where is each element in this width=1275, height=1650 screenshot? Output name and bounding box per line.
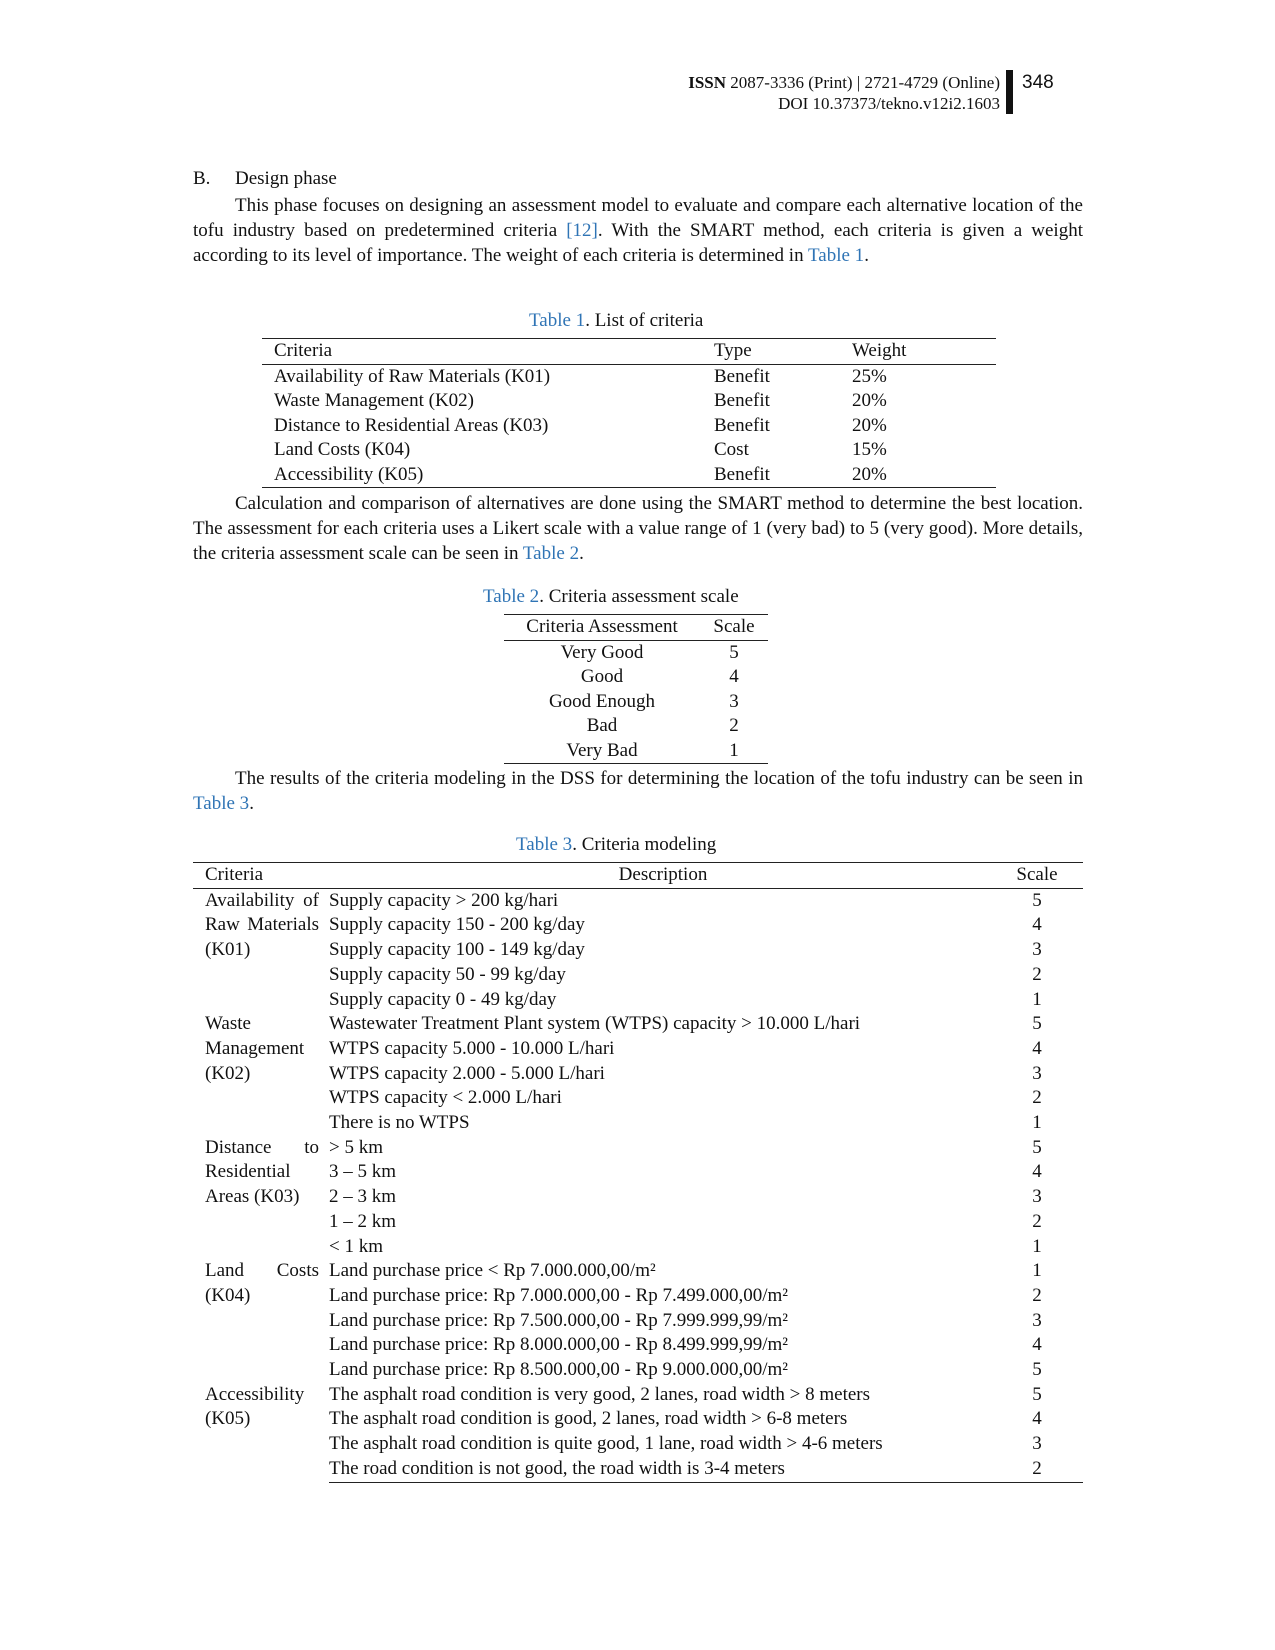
issn-text: 2087-3336 (Print) | 2721-4729 (Online): [726, 73, 1000, 92]
description-cell: 2 – 3 km: [329, 1186, 397, 1208]
assessment-cell: Very Good: [560, 641, 644, 663]
table-header-row: [262, 339, 996, 365]
criteria-cell: Waste Management (K02): [274, 390, 475, 411]
table-3-caption-label: Table 3: [516, 834, 573, 855]
scale-cell: 4: [729, 666, 739, 687]
scale-cell: 4: [1032, 914, 1042, 936]
table-2-caption-text: . Criteria assessment scale: [539, 586, 739, 607]
table-row: [262, 438, 996, 463]
paragraph-1: [193, 193, 1083, 268]
table-1-caption-label: Table 1: [529, 310, 586, 331]
paragraph-text: .: [864, 245, 869, 266]
table-3-link[interactable]: Table 3: [193, 793, 250, 814]
scale-cell: 2: [1032, 963, 1042, 985]
description-cell: Supply capacity > 200 kg/hari: [329, 889, 559, 911]
scale-cell: 1: [1032, 988, 1042, 1010]
paragraph-2: [193, 491, 1083, 566]
type-cell: Benefit: [714, 414, 770, 436]
table-row: [504, 690, 768, 715]
description-cell: < 1 km: [329, 1235, 383, 1257]
paragraph-text: This phase focuses on designing an assessment model to evaluate and compare each alternative location of the tofu industry based on predetermined criteria: [193, 195, 1083, 241]
table-2-caption-label: Table 2: [483, 586, 540, 607]
description-cell: WTPS capacity < 2.000 L/hari: [329, 1087, 562, 1109]
description-cell: The asphalt road condition is very good, 2 lanes, road width > 8 meters: [329, 1383, 871, 1405]
description-cell: WTPS capacity 5.000 - 10.000 L/hari: [329, 1037, 615, 1059]
scale-cell: 5: [1032, 1136, 1042, 1158]
criteria-cell: Distance to Residential Areas (K03): [205, 1136, 319, 1208]
criteria-cell: Accessibility (K05): [262, 463, 714, 488]
table-row: [193, 888, 1083, 913]
assessment-cell: Very Bad: [504, 739, 700, 764]
table-1-criteria-list: [262, 338, 996, 488]
section-title: Design phase: [235, 168, 337, 189]
weight-cell: 20%: [852, 463, 996, 488]
scale-cell: 1: [700, 739, 768, 764]
description-cell: > 5 km: [329, 1136, 383, 1158]
page-number: 348: [1022, 72, 1054, 93]
description-cell: Land purchase price: Rp 8.000.000,00 - Rp 8.499.999,99/m²: [329, 1334, 788, 1356]
description-cell: The road condition is not good, the road width is 3-4 meters: [329, 1457, 997, 1482]
table-row: [262, 389, 996, 414]
criteria-cell: Availability of Raw Materials (K01): [205, 889, 319, 961]
scale-cell: 3: [1032, 1433, 1042, 1455]
scale-cell: 3: [1032, 1186, 1042, 1208]
table-2-link[interactable]: Table 2: [522, 543, 580, 564]
scale-cell: 3: [1032, 1309, 1042, 1331]
scale-cell: 5: [729, 641, 739, 663]
scale-cell: 2: [1032, 1284, 1042, 1306]
description-cell: 1 – 2 km: [329, 1210, 397, 1232]
table-2-caption: [483, 586, 739, 608]
scale-cell: 2: [997, 1457, 1083, 1482]
table-1-link[interactable]: Table 1: [808, 245, 865, 266]
description-cell: Land purchase price: Rp 7.000.000,00 - Rp 7.499.000,00/m²: [329, 1284, 788, 1306]
scale-cell: 1: [1032, 1235, 1042, 1257]
scale-cell: 3: [729, 690, 739, 712]
doi-text: DOI 10.37373/tekno.v12i2.1603: [778, 94, 1000, 113]
table-header-row: [193, 863, 1083, 889]
table-row: [193, 1136, 1083, 1161]
table-row: [193, 1383, 1083, 1408]
scale-cell: 2: [1032, 1210, 1042, 1232]
section-number: B.: [193, 168, 211, 189]
weight-cell: 20%: [852, 414, 887, 436]
scale-cell: 5: [1032, 1013, 1042, 1035]
criteria-cell: Availability of Raw Materials (K01): [274, 365, 551, 387]
table-row: [262, 364, 996, 389]
column-header-description: Description: [329, 863, 997, 889]
table-row: [504, 739, 768, 764]
scale-cell: 5: [1032, 1383, 1042, 1405]
table-header-row: [504, 615, 768, 641]
description-cell: Supply capacity 150 - 200 kg/day: [329, 914, 585, 936]
scale-cell: 2: [729, 715, 739, 736]
weight-cell: 20%: [852, 390, 887, 411]
scale-cell: 4: [1032, 1408, 1042, 1430]
description-cell: Land purchase price: Rp 8.500.000,00 - Rp 9.000.000,00/m²: [329, 1359, 788, 1381]
paragraph-text: .: [579, 543, 584, 564]
description-cell: WTPS capacity 2.000 - 5.000 L/hari: [329, 1062, 605, 1084]
table-row: [504, 640, 768, 665]
weight-cell: 25%: [852, 365, 887, 387]
paragraph-3: [193, 766, 1083, 816]
header-divider-bar: [1006, 70, 1013, 114]
table-3-caption: [516, 834, 716, 856]
criteria-cell: Land Costs (K04): [205, 1260, 319, 1306]
table-row: [262, 414, 996, 439]
paragraph-text: .: [249, 793, 254, 814]
table-1-caption: [529, 310, 703, 332]
running-header: [688, 72, 1000, 114]
criteria-cell: Accessibility (K05): [205, 1383, 305, 1430]
scale-cell: 3: [1032, 1062, 1042, 1084]
scale-cell: 4: [1032, 1334, 1042, 1356]
scale-cell: 4: [1032, 1037, 1042, 1059]
column-header-criteria: Criteria: [193, 863, 329, 889]
description-cell: The asphalt road condition is good, 2 lanes, road width > 6-8 meters: [329, 1408, 848, 1430]
paragraph-text: . With the SMART method, each criteria is given a weight according to its level of importance. The weight of each criteria is determined in: [193, 220, 1083, 266]
scale-cell: 3: [1032, 939, 1042, 961]
column-header-criteria-assessment: Criteria Assessment: [504, 615, 700, 641]
column-header-scale: Scale: [997, 863, 1083, 889]
assessment-cell: Good: [580, 666, 624, 687]
column-header-criteria: Criteria: [262, 339, 714, 365]
criteria-cell: Land Costs (K04): [274, 439, 411, 460]
scale-cell: 5: [1032, 889, 1042, 911]
description-cell: There is no WTPS: [329, 1112, 470, 1134]
table-row: [262, 463, 996, 488]
issn-label: ISSN: [688, 73, 727, 92]
description-cell: Land purchase price: Rp 7.500.000,00 - Rp 7.999.999,99/m²: [329, 1309, 788, 1331]
scale-cell: 5: [1032, 1359, 1042, 1381]
description-cell: Wastewater Treatment Plant system (WTPS) capacity > 10.000 L/hari: [329, 1013, 861, 1035]
table-row: [504, 714, 768, 739]
column-header-weight: Weight: [852, 339, 996, 365]
column-header-type: Type: [714, 339, 852, 365]
column-header-scale: Scale: [700, 615, 768, 641]
scale-cell: 1: [1032, 1260, 1042, 1282]
table-3-criteria-modeling: [193, 862, 1083, 1483]
scale-cell: 4: [1032, 1161, 1042, 1183]
scale-cell: 1: [1032, 1112, 1042, 1134]
type-cell: Benefit: [714, 390, 770, 411]
citation-link[interactable]: [12]: [566, 220, 598, 241]
description-cell: Supply capacity 0 - 49 kg/day: [329, 988, 557, 1010]
weight-cell: 15%: [852, 439, 887, 460]
table-row: [193, 1012, 1083, 1037]
type-cell: Benefit: [714, 463, 852, 488]
description-cell: Supply capacity 50 - 99 kg/day: [329, 963, 566, 985]
table-3-caption-text: . Criteria modeling: [572, 834, 717, 855]
description-cell: Land purchase price < Rp 7.000.000,00/m²: [329, 1260, 656, 1282]
description-cell: Supply capacity 100 - 149 kg/day: [329, 939, 585, 961]
table-row: [504, 665, 768, 690]
criteria-cell: Waste Management (K02): [205, 1013, 305, 1084]
assessment-cell: Good Enough: [548, 690, 656, 712]
type-cell: Benefit: [714, 365, 770, 387]
paragraph-text: Calculation and comparison of alternatives are done using the SMART method to determine the best location. The assessment for each criteria uses a Likert scale with a value range of 1 (very bad) to 5 (very good). More details, the criteria assessment scale can be seen in: [193, 493, 1083, 564]
section-heading: [193, 168, 337, 190]
paragraph-text: The results of the criteria modeling in the DSS for determining the location of the tofu industry can be seen in: [235, 768, 1083, 789]
table-2-assessment-scale: [504, 614, 768, 764]
type-cell: Cost: [714, 439, 749, 460]
assessment-cell: Bad: [586, 715, 618, 736]
description-cell: 3 – 5 km: [329, 1161, 397, 1183]
scale-cell: 2: [1032, 1087, 1042, 1109]
table-1-caption-text: . List of criteria: [585, 310, 704, 331]
table-row: [193, 1259, 1083, 1284]
criteria-cell: Distance to Residential Areas (K03): [274, 414, 549, 436]
description-cell: The asphalt road condition is quite good, 1 lane, road width > 4-6 meters: [329, 1433, 883, 1455]
